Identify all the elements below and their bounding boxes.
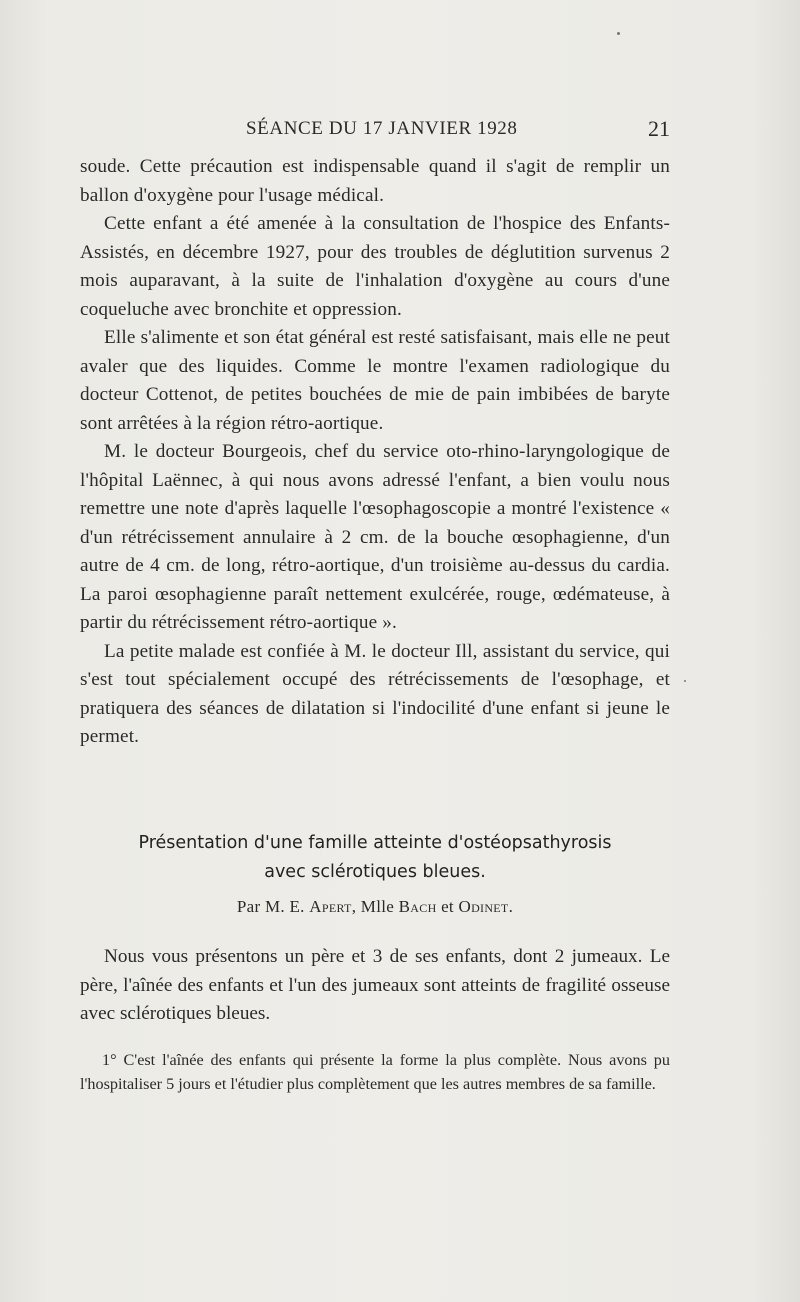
page-number: 21: [648, 116, 670, 141]
section-title: [80, 829, 670, 887]
running-head: [0, 116, 800, 146]
paragraph: soude. Cette précaution est indispensable quand il s'agit de remplir un ballon d'oxygène pour l'usage médical.: [80, 156, 670, 206]
running-title: SÉANCE DU 17 JANVIER 1928: [246, 118, 518, 139]
paragraph: Elle s'alimente et son état général est resté satisfaisant, mais elle ne peut avaler que des liquides. Comme le montre l'examen radiologique du docteur Cottenot, de petites bouchées de mie de pain imbibées de baryte sont arrêtées à la région rétro-aortique.: [80, 327, 670, 434]
paragraph: M. le docteur Bourgeois, chef du service oto-rhino-laryngologique de l'hôpital Laënnec, à qui nous avons adressé l'enfant, a bien voulu nous remettre une note d'après laquelle l'œsophagoscopie a montré l'existence « d'un rétrécissement annulaire à 2 cm. de la bouche œsophagienne, d'un autre de 4 cm. de long, rétro-aortique, d'un troisième au-dessus du cardia. La paroi œsophagienne paraît nettement exulcérée, rouge, œdémateuse, à partir du rétrécissement rétro-aortique ».: [80, 441, 670, 633]
byline-prefix: Par M. E.: [236, 897, 310, 916]
byline-end: .: [508, 897, 514, 916]
byline-separator: et: [436, 897, 459, 916]
paragraph: La petite malade est confiée à M. le docteur Ill, assistant du service, qui s'est tout spécialement occupé des rétrécissements de l'œsophage, et pratiquera des séances de dilatation si l'indocilité d'une enfant si jeune le permet.: [80, 640, 670, 747]
section-title-line: Présentation d'une famille atteinte d'ostéopsathyrosis: [138, 833, 612, 853]
section-title-line: avec sclérotiques bleues.: [264, 862, 486, 882]
paper-speck: [684, 680, 686, 682]
author-name: Bach: [398, 897, 437, 916]
small-print-text: [80, 1048, 670, 1096]
byline: [80, 897, 670, 917]
paragraph: 1° C'est l'aînée des enfants qui présente la forme la plus complète. Nous avons pu l'hospitaliser 5 jours et l'étudier plus complètement que les autres membres de sa famille.: [80, 1051, 670, 1093]
paragraph: Cette enfant a été amenée à la consultation de l'hospice des Enfants-Assistés, en décembre 1927, pour des troubles de déglutition survenus 2 mois auparavant, à la suite de l'inhalation d'oxygène au cours d'une coqueluche avec bronchite et oppression.: [80, 213, 670, 320]
body-text: [80, 153, 670, 752]
byline-separator: , Mlle: [351, 897, 399, 916]
paper-speck: [617, 32, 620, 35]
paragraph: Nous vous présentons un père et 3 de ses enfants, dont 2 jumeaux. Le père, l'aînée des enfants et l'un des jumeaux sont atteints de fragilité osseuse avec sclérotiques bleues.: [80, 946, 670, 1024]
author-name: Odinet: [458, 897, 509, 916]
section-text: [80, 943, 670, 1029]
author-name: Apert: [309, 897, 352, 916]
